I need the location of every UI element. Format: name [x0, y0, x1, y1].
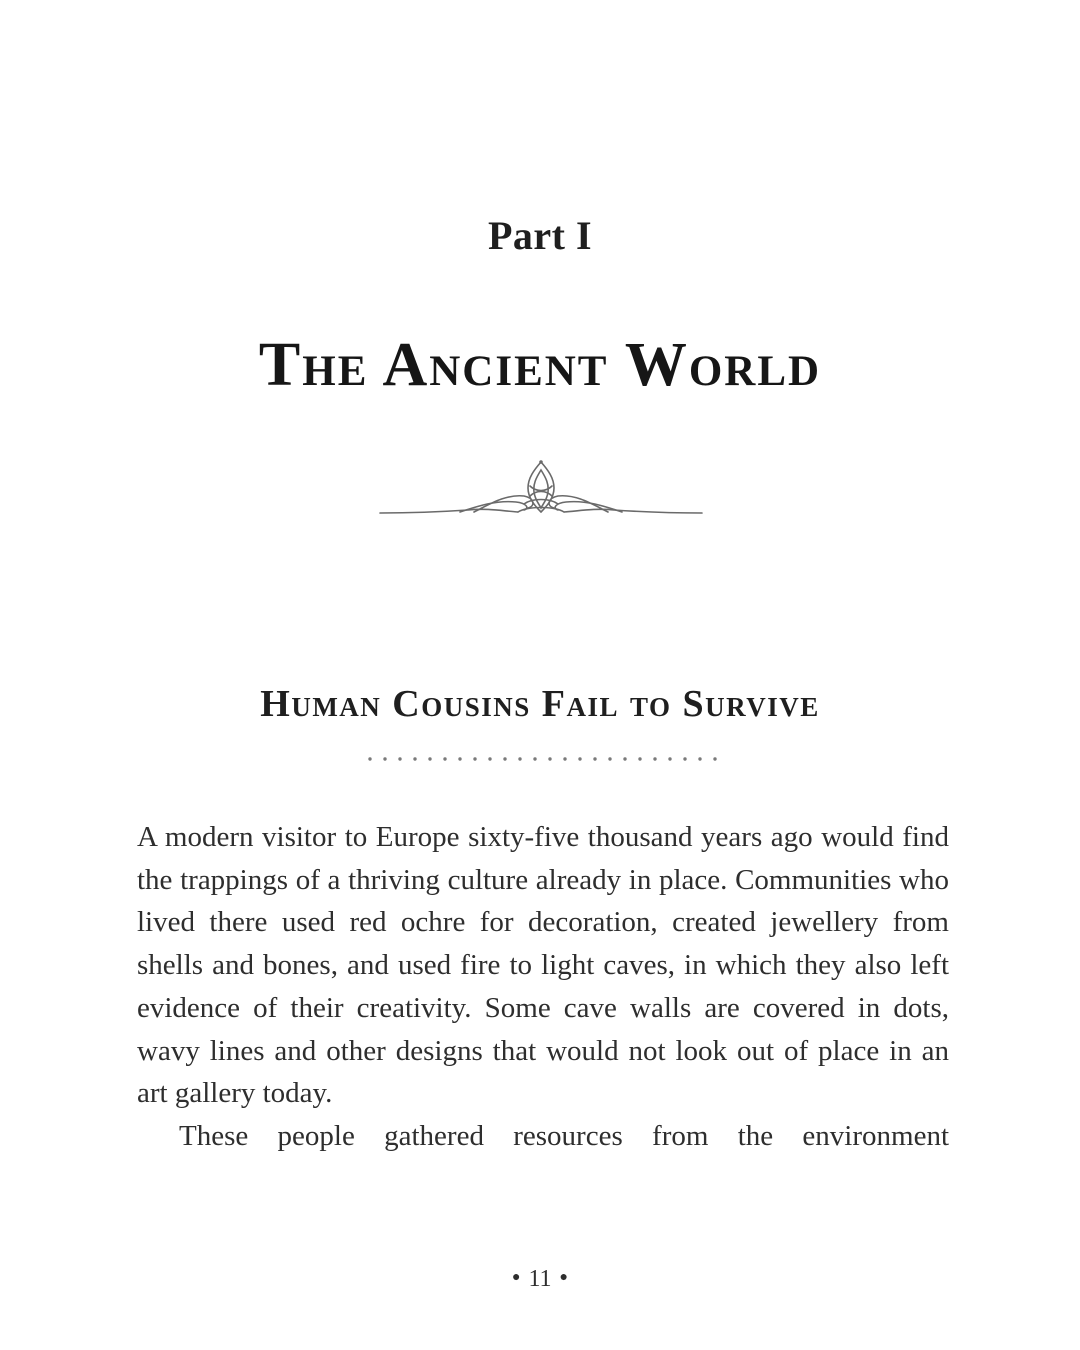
bullet-icon: ● [511, 1270, 521, 1286]
page-number: 11 [528, 1266, 552, 1292]
paragraph: A modern visitor to Europe sixty-five thousand years ago would find the trappings of a thriving culture already in place. Communities who lived there used red ochre for decoration, created jewellery from shells and bones, and used fire to light caves, in which they also left evidence of their creativity. Some cave walls are covered in dots, wavy lines and other designs that would not look out of place in an art gallery today. [137, 821, 949, 1110]
dotted-divider [366, 752, 722, 766]
body-text [137, 816, 949, 1158]
part-title: The Ancient World [258, 331, 822, 399]
flourish-ornament-icon [378, 456, 704, 522]
paragraph: These people gathered resources from the environment [179, 1119, 949, 1152]
part-label: Part I [487, 213, 593, 258]
bullet-icon: ● [559, 1270, 569, 1286]
page-footer [0, 1266, 1080, 1293]
chapter-title: Human Cousins Fail to Survive [260, 683, 820, 725]
